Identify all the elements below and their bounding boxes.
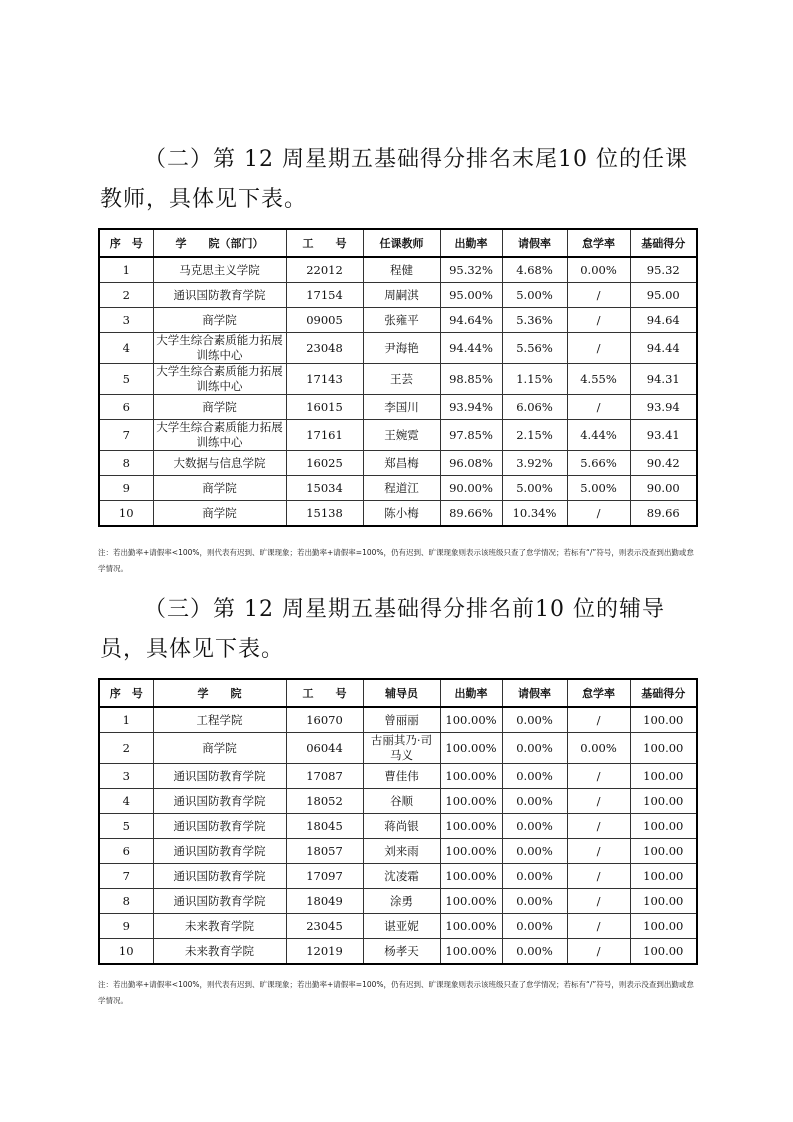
cell-college: 通识国防教育学院 (153, 283, 286, 308)
table-note-counselors: 注：若出勤率+请假率<100%，则代表有迟到、旷课现象；若出勤率+请假率=100%，仍有迟到、旷课现象则表示该班级只查了怠学情况；若标有“/”符号，则表示没查到出勤或怠学情况。 (98, 980, 694, 1005)
table-row (99, 395, 697, 420)
cell-attendance: 90.00% (440, 476, 502, 501)
cell-college: 工程学院 (153, 707, 286, 733)
cell-name: 曹佳伟 (363, 764, 440, 789)
cell-score: 90.42 (630, 451, 697, 476)
cell-leave: 5.56% (502, 333, 567, 364)
cell-id: 06044 (286, 733, 363, 764)
cell-score: 89.66 (630, 501, 697, 527)
cell-leave: 4.68% (502, 257, 567, 283)
col-header-college: 学 院 (153, 679, 286, 707)
cell-id: 09005 (286, 308, 363, 333)
col-header-index: 序 号 (99, 229, 153, 257)
counselor-table-body (99, 707, 697, 964)
cell-leave: 0.00% (502, 707, 567, 733)
table-row (99, 308, 697, 333)
table-note-teachers: 注：若出勤率+请假率<100%，则代表有迟到、旷课现象；若出勤率+请假率=100%，仍有迟到、旷课现象则表示该班级只查了怠学情况；若标有“/”符号，则表示没查到出勤或怠学情况。 (98, 548, 694, 573)
cell-attendance: 100.00% (440, 939, 502, 965)
col-header-index: 序 号 (99, 679, 153, 707)
cell-score: 93.41 (630, 420, 697, 451)
cell-college: 大学生综合素质能力拓展训练中心 (153, 420, 286, 451)
cell-college: 大学生综合素质能力拓展训练中心 (153, 333, 286, 364)
cell-score: 90.00 (630, 476, 697, 501)
cell-truancy: / (567, 764, 630, 789)
cell-name: 杨孝天 (363, 939, 440, 965)
cell-truancy: / (567, 789, 630, 814)
cell-name: 程道江 (363, 476, 440, 501)
table-row (99, 914, 697, 939)
cell-leave: 10.34% (502, 501, 567, 527)
cell-name: 谷顺 (363, 789, 440, 814)
cell-attendance: 97.85% (440, 420, 502, 451)
cell-attendance: 89.66% (440, 501, 502, 527)
cell-truancy: 4.55% (567, 364, 630, 395)
table-row (99, 864, 697, 889)
col-header-leave: 请假率 (502, 229, 567, 257)
table-row (99, 939, 697, 965)
cell-attendance: 93.94% (440, 395, 502, 420)
cell-leave: 0.00% (502, 814, 567, 839)
cell-college: 通识国防教育学院 (153, 889, 286, 914)
cell-college: 大数据与信息学院 (153, 451, 286, 476)
cell-id: 16015 (286, 395, 363, 420)
cell-index: 10 (99, 939, 153, 965)
table-row (99, 476, 697, 501)
table-row (99, 764, 697, 789)
cell-score: 100.00 (630, 707, 697, 733)
cell-name: 李国川 (363, 395, 440, 420)
cell-score: 100.00 (630, 814, 697, 839)
table-row (99, 257, 697, 283)
cell-attendance: 94.44% (440, 333, 502, 364)
teacher-table-body (99, 257, 697, 526)
cell-index: 9 (99, 476, 153, 501)
cell-college: 商学院 (153, 501, 286, 527)
cell-leave: 0.00% (502, 914, 567, 939)
cell-id: 12019 (286, 939, 363, 965)
cell-score: 100.00 (630, 789, 697, 814)
cell-truancy: / (567, 839, 630, 864)
cell-truancy: 0.00% (567, 257, 630, 283)
cell-name: 程健 (363, 257, 440, 283)
cell-name: 张雍平 (363, 308, 440, 333)
cell-attendance: 100.00% (440, 839, 502, 864)
col-header-truancy: 怠学率 (567, 679, 630, 707)
table-header-row (99, 229, 697, 257)
cell-attendance: 100.00% (440, 889, 502, 914)
cell-score: 94.64 (630, 308, 697, 333)
cell-truancy: / (567, 395, 630, 420)
cell-college: 未来教育学院 (153, 939, 286, 965)
cell-id: 17143 (286, 364, 363, 395)
section-heading-counselors: （三）第 12 周星期五基础得分排名前10 位的辅导员，具体见下表。 (100, 597, 665, 662)
table-row (99, 733, 697, 764)
cell-truancy: / (567, 333, 630, 364)
cell-name: 郑昌梅 (363, 451, 440, 476)
cell-id: 23045 (286, 914, 363, 939)
col-header-counselor: 辅导员 (363, 679, 440, 707)
cell-score: 100.00 (630, 889, 697, 914)
cell-truancy: / (567, 501, 630, 527)
cell-college: 商学院 (153, 476, 286, 501)
cell-attendance: 95.32% (440, 257, 502, 283)
cell-leave: 5.36% (502, 308, 567, 333)
cell-name: 王婉霓 (363, 420, 440, 451)
cell-id: 17154 (286, 283, 363, 308)
cell-score: 94.31 (630, 364, 697, 395)
col-header-score: 基础得分 (630, 679, 697, 707)
cell-score: 100.00 (630, 764, 697, 789)
cell-college: 通识国防教育学院 (153, 814, 286, 839)
cell-index: 9 (99, 914, 153, 939)
table-row (99, 707, 697, 733)
table-row (99, 839, 697, 864)
cell-name: 蒋尚银 (363, 814, 440, 839)
cell-leave: 0.00% (502, 789, 567, 814)
cell-college: 商学院 (153, 733, 286, 764)
cell-truancy: / (567, 939, 630, 965)
cell-score: 100.00 (630, 733, 697, 764)
cell-leave: 0.00% (502, 939, 567, 965)
cell-name: 陈小梅 (363, 501, 440, 527)
cell-id: 22012 (286, 257, 363, 283)
cell-score: 100.00 (630, 914, 697, 939)
cell-truancy: 0.00% (567, 733, 630, 764)
col-header-id: 工 号 (286, 679, 363, 707)
cell-leave: 0.00% (502, 864, 567, 889)
cell-index: 6 (99, 839, 153, 864)
cell-attendance: 96.08% (440, 451, 502, 476)
cell-leave: 5.00% (502, 283, 567, 308)
cell-truancy: / (567, 283, 630, 308)
cell-name: 谌亚妮 (363, 914, 440, 939)
cell-leave: 0.00% (502, 839, 567, 864)
cell-college: 大学生综合素质能力拓展训练中心 (153, 364, 286, 395)
cell-attendance: 100.00% (440, 707, 502, 733)
cell-id: 17161 (286, 420, 363, 451)
cell-leave: 0.00% (502, 889, 567, 914)
table-row (99, 889, 697, 914)
table-row (99, 814, 697, 839)
cell-index: 8 (99, 451, 153, 476)
cell-id: 16025 (286, 451, 363, 476)
cell-index: 7 (99, 420, 153, 451)
table-row (99, 333, 697, 364)
cell-id: 16070 (286, 707, 363, 733)
cell-leave: 3.92% (502, 451, 567, 476)
cell-college: 通识国防教育学院 (153, 864, 286, 889)
cell-score: 93.94 (630, 395, 697, 420)
cell-college: 通识国防教育学院 (153, 839, 286, 864)
cell-attendance: 100.00% (440, 864, 502, 889)
table-row (99, 789, 697, 814)
cell-id: 23048 (286, 333, 363, 364)
cell-id: 15138 (286, 501, 363, 527)
col-header-attendance: 出勤率 (440, 679, 502, 707)
cell-truancy: / (567, 814, 630, 839)
table-row (99, 501, 697, 527)
cell-truancy: / (567, 889, 630, 914)
col-header-score: 基础得分 (630, 229, 697, 257)
cell-id: 18057 (286, 839, 363, 864)
cell-score: 100.00 (630, 839, 697, 864)
cell-name: 尹海艳 (363, 333, 440, 364)
cell-truancy: / (567, 864, 630, 889)
col-header-id: 工 号 (286, 229, 363, 257)
cell-id: 15034 (286, 476, 363, 501)
cell-score: 100.00 (630, 864, 697, 889)
cell-truancy: / (567, 707, 630, 733)
cell-college: 未来教育学院 (153, 914, 286, 939)
col-header-college: 学 院（部门） (153, 229, 286, 257)
cell-index: 7 (99, 864, 153, 889)
cell-truancy: 5.00% (567, 476, 630, 501)
cell-id: 18045 (286, 814, 363, 839)
col-header-leave: 请假率 (502, 679, 567, 707)
cell-id: 18049 (286, 889, 363, 914)
table-row (99, 364, 697, 395)
cell-score: 95.32 (630, 257, 697, 283)
cell-attendance: 98.85% (440, 364, 502, 395)
table-row (99, 420, 697, 451)
col-header-attendance: 出勤率 (440, 229, 502, 257)
col-header-truancy: 怠学率 (567, 229, 630, 257)
cell-index: 10 (99, 501, 153, 527)
cell-college: 通识国防教育学院 (153, 789, 286, 814)
col-header-teacher: 任课教师 (363, 229, 440, 257)
cell-id: 17097 (286, 864, 363, 889)
cell-leave: 0.00% (502, 764, 567, 789)
cell-index: 6 (99, 395, 153, 420)
cell-leave: 6.06% (502, 395, 567, 420)
cell-name: 王芸 (363, 364, 440, 395)
cell-index: 1 (99, 707, 153, 733)
cell-index: 3 (99, 308, 153, 333)
cell-index: 4 (99, 789, 153, 814)
cell-leave: 0.00% (502, 733, 567, 764)
cell-name: 涂勇 (363, 889, 440, 914)
cell-attendance: 100.00% (440, 733, 502, 764)
cell-name: 刘来雨 (363, 839, 440, 864)
cell-attendance: 94.64% (440, 308, 502, 333)
counselor-ranking-table (98, 678, 698, 965)
cell-truancy: / (567, 308, 630, 333)
cell-score: 100.00 (630, 939, 697, 965)
cell-truancy: 5.66% (567, 451, 630, 476)
cell-index: 3 (99, 764, 153, 789)
table-header-row (99, 679, 697, 707)
cell-leave: 2.15% (502, 420, 567, 451)
cell-attendance: 100.00% (440, 914, 502, 939)
cell-id: 17087 (286, 764, 363, 789)
cell-name: 曾丽丽 (363, 707, 440, 733)
cell-index: 2 (99, 283, 153, 308)
cell-attendance: 100.00% (440, 814, 502, 839)
cell-index: 4 (99, 333, 153, 364)
cell-truancy: / (567, 914, 630, 939)
table-row (99, 283, 697, 308)
teacher-ranking-table (98, 228, 698, 527)
cell-name: 沈凌霜 (363, 864, 440, 889)
cell-attendance: 100.00% (440, 764, 502, 789)
cell-college: 马克思主义学院 (153, 257, 286, 283)
cell-college: 商学院 (153, 308, 286, 333)
cell-name: 古丽其乃·司马义 (363, 733, 440, 764)
table-row (99, 451, 697, 476)
cell-index: 5 (99, 814, 153, 839)
cell-name: 周嗣淇 (363, 283, 440, 308)
cell-truancy: 4.44% (567, 420, 630, 451)
section-heading-teachers: （二）第 12 周星期五基础得分排名末尾10 位的任课教师，具体见下表。 (100, 147, 688, 212)
cell-id: 18052 (286, 789, 363, 814)
cell-index: 1 (99, 257, 153, 283)
cell-index: 5 (99, 364, 153, 395)
cell-college: 通识国防教育学院 (153, 764, 286, 789)
cell-index: 8 (99, 889, 153, 914)
cell-index: 2 (99, 733, 153, 764)
cell-attendance: 95.00% (440, 283, 502, 308)
cell-attendance: 100.00% (440, 789, 502, 814)
cell-leave: 5.00% (502, 476, 567, 501)
cell-college: 商学院 (153, 395, 286, 420)
cell-score: 94.44 (630, 333, 697, 364)
cell-leave: 1.15% (502, 364, 567, 395)
cell-score: 95.00 (630, 283, 697, 308)
